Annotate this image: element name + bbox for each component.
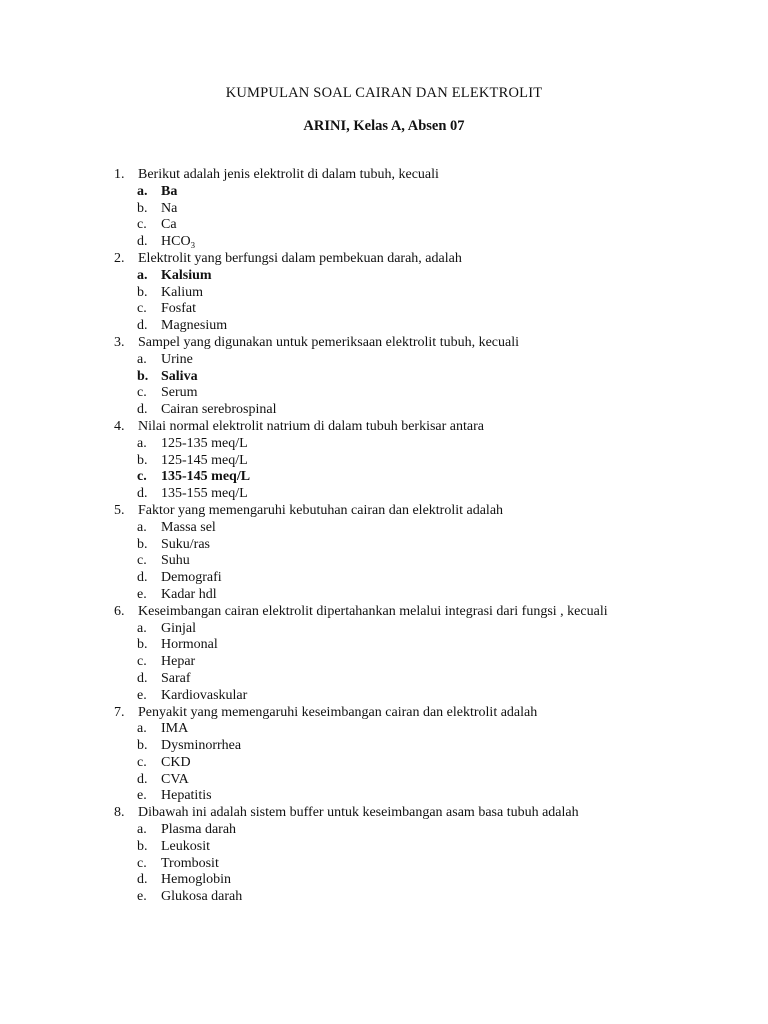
question-item [114, 805, 714, 906]
option-letter: d. [137, 872, 148, 888]
question-text: Keseimbangan cairan elektrolit dipertahankan melalui integrasi dari fungsi , kecuali [138, 603, 608, 619]
answer-option [114, 301, 714, 318]
answer-option [114, 385, 714, 402]
option-text: Kardiovaskular [161, 687, 248, 703]
question-line [114, 251, 714, 268]
question-text: Penyakit yang memengaruhi keseimbangan cairan dan elektrolit adalah [138, 704, 538, 720]
question-number: 4. [114, 418, 125, 434]
question-text: Berikut adalah jenis elektrolit di dalam tubuh, kecuali [138, 167, 439, 182]
option-text: Ba [161, 183, 178, 199]
page-subtitle: ARINI, Kelas A, Absen 07 [303, 118, 465, 134]
question-item [114, 419, 714, 503]
option-text: Magnesium [161, 318, 228, 334]
option-letter: b. [137, 284, 148, 300]
option-letter: d. [137, 402, 148, 418]
question-item [114, 604, 714, 705]
option-letter: e. [137, 586, 147, 602]
option-letter: c. [137, 654, 147, 670]
option-text: Fosfat [161, 301, 196, 317]
option-text: Dysminorrhea [161, 738, 242, 754]
question-text: Elektrolit yang berfungsi dalam pembekuan darah, adalah [138, 250, 462, 266]
option-text: Kalsium [161, 267, 212, 283]
option-text: Hepar [161, 654, 196, 670]
option-letter: d. [137, 486, 148, 502]
option-text: Plasma darah [161, 822, 237, 838]
answer-option [114, 856, 714, 873]
answer-option [114, 217, 714, 234]
option-letter: c. [137, 553, 147, 569]
answer-option [114, 822, 714, 839]
page-title: KUMPULAN SOAL CAIRAN DAN ELEKTROLIT [225, 85, 543, 101]
answer-option [114, 537, 714, 554]
option-letter: e. [137, 889, 147, 905]
option-letter: a. [137, 183, 148, 199]
option-text: Hepatitis [161, 788, 212, 804]
question-item [114, 705, 714, 806]
option-text: Leukosit [161, 838, 210, 854]
answer-option [114, 788, 714, 805]
option-text: Urine [161, 351, 193, 367]
option-text: Trombosit [161, 855, 219, 871]
option-letter: d. [137, 670, 148, 686]
question-number: 5. [114, 502, 125, 518]
question-line [114, 604, 714, 621]
option-text: 135-155 meq/L [161, 486, 248, 502]
option-letter: e. [137, 687, 147, 703]
answer-option [114, 201, 714, 218]
option-text: Saraf [161, 670, 191, 686]
answer-option-correct [114, 369, 714, 386]
option-letter: a. [137, 267, 148, 283]
option-letter: d. [137, 318, 148, 334]
question-text: Faktor yang memengaruhi kebutuhan cairan dan elektrolit adalah [138, 502, 504, 518]
option-list [114, 184, 714, 251]
question-list [114, 167, 714, 906]
question-item [114, 167, 714, 251]
option-text: CKD [161, 754, 191, 770]
question-line [114, 805, 714, 822]
answer-option [114, 839, 714, 856]
option-list [114, 268, 714, 335]
option-letter: e. [137, 788, 147, 804]
answer-option [114, 772, 714, 789]
option-text: Ginjal [161, 620, 196, 636]
option-letter: a. [137, 351, 147, 367]
question-number: 2. [114, 250, 125, 266]
answer-option [114, 621, 714, 638]
option-letter: c. [137, 754, 147, 770]
option-letter: b. [137, 637, 148, 653]
option-letter: c. [137, 855, 147, 871]
answer-option-correct [114, 268, 714, 285]
question-text: Dibawah ini adalah sistem buffer untuk keseimbangan asam basa tubuh adalah [138, 805, 579, 821]
option-letter: b. [137, 200, 148, 216]
answer-option [114, 755, 714, 772]
option-list [114, 721, 714, 805]
option-letter: d. [137, 771, 148, 787]
question-number: 8. [114, 805, 125, 821]
option-letter: b. [137, 452, 148, 468]
option-letter: b. [137, 738, 148, 754]
question-number: 7. [114, 704, 125, 720]
option-text: Demografi [161, 570, 222, 586]
option-letter: d. [137, 570, 148, 586]
answer-option [114, 688, 714, 705]
option-letter: a. [137, 435, 147, 451]
question-line [114, 335, 714, 352]
option-letter: b. [137, 838, 148, 854]
option-text: Kadar hdl [161, 586, 217, 602]
option-letter: b. [137, 368, 149, 384]
option-text: Hormonal [161, 637, 218, 653]
question-text: Nilai normal elektrolit natrium di dalam tubuh berkisar antara [138, 418, 485, 434]
answer-option [114, 453, 714, 470]
answer-option [114, 654, 714, 671]
option-letter: a. [137, 721, 147, 737]
question-number: 6. [114, 603, 125, 619]
option-letter: c. [137, 301, 147, 317]
answer-option [114, 402, 714, 419]
answer-option [114, 587, 714, 604]
question-item [114, 503, 714, 604]
option-text: Ca [161, 217, 177, 233]
answer-option [114, 520, 714, 537]
answer-option [114, 553, 714, 570]
question-item [114, 335, 714, 419]
answer-option-correct [114, 184, 714, 201]
answer-option [114, 889, 714, 906]
answer-option-correct [114, 469, 714, 486]
answer-option [114, 318, 714, 335]
answer-option [114, 234, 714, 251]
option-letter: d. [137, 234, 148, 250]
option-text: Na [161, 200, 178, 216]
option-list [114, 621, 714, 705]
answer-option [114, 570, 714, 587]
option-text: Glukosa darah [161, 889, 243, 905]
question-number: 3. [114, 334, 125, 350]
option-text: Serum [161, 385, 198, 401]
option-list [114, 352, 714, 419]
answer-option [114, 637, 714, 654]
option-text: Cairan serebrospinal [161, 402, 277, 418]
option-text: Massa sel [161, 519, 216, 535]
answer-option [114, 436, 714, 453]
option-text: CVA [161, 771, 189, 787]
question-line [114, 419, 714, 436]
option-text: 135-145 meq/L [161, 469, 251, 485]
option-text: Saliva [161, 368, 198, 384]
option-text: IMA [161, 721, 189, 737]
answer-option [114, 352, 714, 369]
answer-option [114, 486, 714, 503]
option-letter: a. [137, 822, 147, 838]
answer-option [114, 721, 714, 738]
question-text: Sampel yang digunakan untuk pemeriksaan elektrolit tubuh, kecuali [138, 334, 520, 350]
option-text: 125-135 meq/L [161, 435, 248, 451]
question-line [114, 705, 714, 722]
option-text: HCO₃ [161, 234, 196, 250]
question-item [114, 251, 714, 335]
option-letter: c. [137, 385, 147, 401]
answer-option [114, 738, 714, 755]
option-letter: a. [137, 519, 147, 535]
answer-option [114, 872, 714, 889]
option-letter: a. [137, 620, 147, 636]
option-letter: b. [137, 536, 148, 552]
option-text: Kalium [161, 284, 203, 300]
option-text: 125-145 meq/L [161, 452, 248, 468]
question-number: 1. [114, 167, 125, 182]
option-letter: c. [137, 217, 147, 233]
option-text: Suhu [161, 553, 190, 569]
option-list [114, 520, 714, 604]
option-text: Hemoglobin [161, 872, 231, 888]
question-line [114, 503, 714, 520]
answer-option [114, 671, 714, 688]
option-letter: c. [137, 469, 147, 485]
option-text: Suku/ras [161, 536, 210, 552]
option-list [114, 822, 714, 906]
question-line [114, 167, 714, 184]
answer-option [114, 285, 714, 302]
option-list [114, 436, 714, 503]
